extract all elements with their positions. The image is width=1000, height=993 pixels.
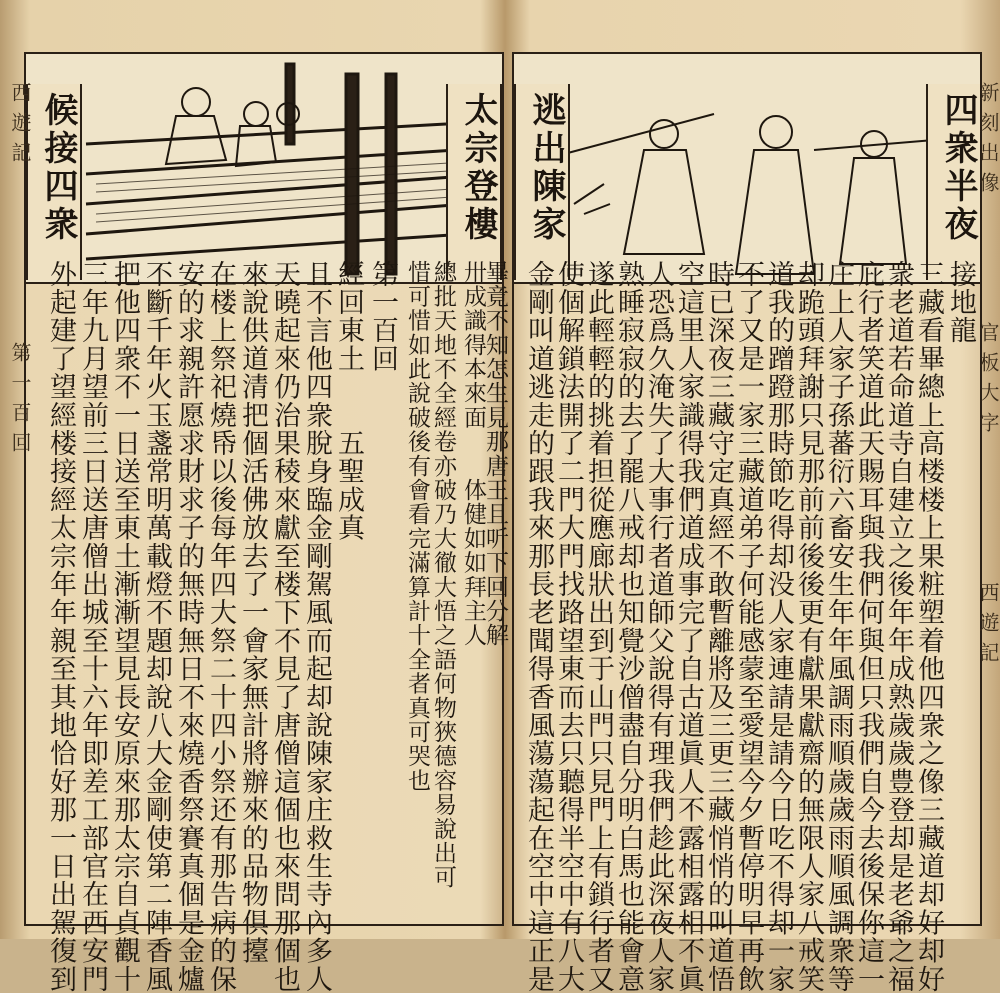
- right-page: [508, 22, 1000, 993]
- text-column: 却跪頭拜謝只見那前前後後更有獻果獻齋的無限人家八戒笑: [793, 260, 824, 993]
- commentary-column: 總批天地不全經卷亦破乃大徹大悟之語何物狹德容易說出可: [430, 260, 456, 890]
- text-column: 時已深夜三藏守定真經不敢暫離將及三更三藏悄悄的叫道悟: [703, 260, 734, 993]
- text-column: 遂此輕輕的挑着担從應廊狀出到于山門只見門上有鎖行者又: [583, 260, 614, 993]
- spine-book: 西遊記: [976, 582, 1000, 672]
- text-column: 庇行者笑道此天賜耳與我們何與但只我們自今去後保你這一: [853, 260, 884, 993]
- text-column: 且不言他四衆脫身臨金剛駕風而起却說陳家庄救生寺內多人: [301, 260, 332, 993]
- chapter-title: 經回東土 五聖成真: [333, 260, 364, 542]
- text-column: 外起建了望經楼接經太宗年年親至其地恰好那一日出駕復到: [45, 260, 76, 993]
- section-title: 接地龍: [945, 260, 976, 345]
- illustration-caption: 太宗登樓: [458, 92, 498, 244]
- spine-title: 西遊記: [8, 82, 32, 172]
- spine-subtitle: 官板大字: [976, 322, 1000, 442]
- text-column: 不斷千年火玉盞常明萬載燈不題却說八大金剛使第二陣香風: [141, 260, 172, 993]
- illustration-caption: 四衆半夜: [938, 92, 978, 244]
- text-column: 在楼上祭祀燒帋以後每年四大祭二十四小祭还有那告病的保: [205, 260, 236, 993]
- text-column: 人恐爲久淹失了大事行者道師父說得有理我們趁此深夜人家: [643, 260, 674, 993]
- text-column: 安的求親許愿求財求子的無時無日不來燒香祭賽真個是金爐: [173, 260, 204, 993]
- right-illustration: [514, 54, 980, 284]
- text-column: 庄上人家子孫蕃衍六畜安生年年風調雨順歲歲雨順風調衆等: [823, 260, 854, 993]
- commentary-column: 惜可惜如此說破後有會看完滿算計十全者真可哭也: [404, 260, 430, 793]
- spine-title: 新刻出像: [976, 82, 1000, 202]
- left-page: [8, 22, 508, 993]
- spine-chapter: 第一百回: [8, 342, 32, 462]
- text-column: 天曉起來仍治果稜來獻至楼下不見了唐僧這個也來問那個也: [269, 260, 300, 993]
- text-column: 衆老道若命道寺自建立之後年年成熟歲歲豊登却是老爺之福: [883, 260, 914, 993]
- text-column: 卅成識得本來面 体健如如拜主人: [460, 260, 486, 648]
- illustration-caption: 逃出陳家: [526, 92, 566, 244]
- text-column: 不了又是一家三藏道弟子何能感蒙至愛望今夕暫停明早再飲: [733, 260, 764, 993]
- text-column: 畢竟不知怎生見那唐王且听下回分解: [482, 260, 508, 648]
- tower-scene-illustration: [26, 54, 502, 282]
- text-column: 把他四衆不一日送至東土漸漸望見長安原來那太宗自貞觀十: [109, 260, 140, 993]
- caption-box-left: [514, 84, 570, 280]
- text-column: 金剛叫道逃走的跟我來那長老聞得香風蕩蕩起在空中這正是: [523, 260, 554, 993]
- left-illustration: [26, 54, 502, 284]
- pilgrims-scene-illustration: [514, 54, 980, 282]
- text-column: 道我的蹭蹬那時節吃得却没人家連請是請今日吃不得却一家: [763, 260, 794, 993]
- caption-box-right: [926, 84, 980, 280]
- illustration-caption: 候接四衆: [38, 92, 78, 244]
- text-column: 三年九月望前三日送唐僧出城至十六年即差工部官在西安門: [77, 260, 108, 993]
- caption-box-right: [446, 84, 502, 280]
- text-column: 三藏看畢總上高楼楼上果粧塑着他四衆之像三藏道却好却好: [913, 260, 944, 993]
- chapter-number: 第一百回: [367, 260, 398, 373]
- text-column: 熟睡寂寂的去了罷八戒却也知覺沙僧盡自分明白馬也能會意: [613, 260, 644, 993]
- text-column: 使個解鎖法開了二門大門找路望東而去只聽得半空中有八大: [553, 260, 584, 993]
- text-column: 來說供道清把個活佛放去了一會家無計將辦來的品物俱擡: [237, 260, 268, 965]
- text-column: 空這里人家識得我們道成事完了自古道眞人不露相露相不眞: [673, 260, 704, 993]
